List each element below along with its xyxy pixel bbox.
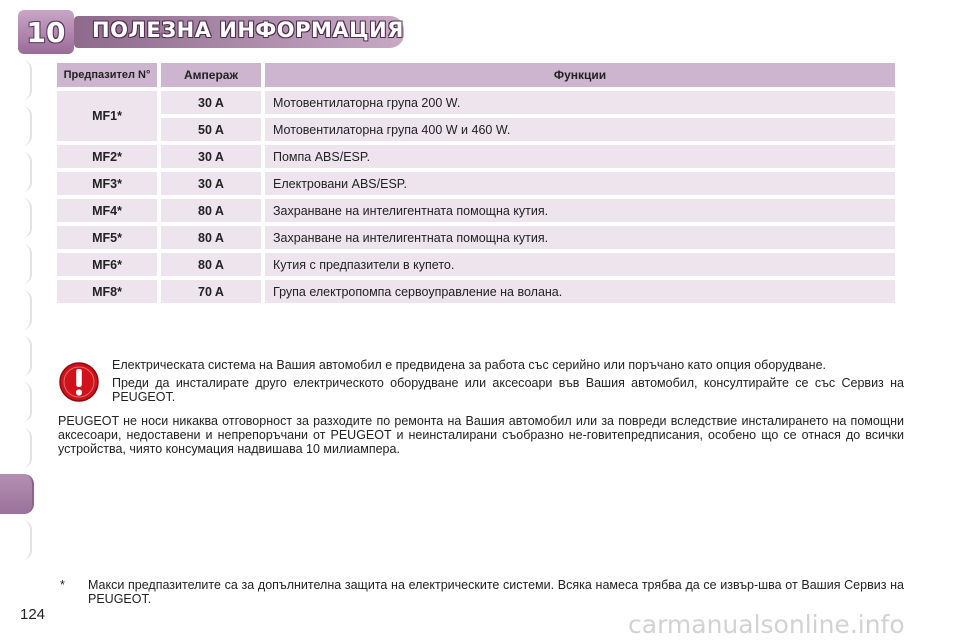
header-amperage: Ампераж — [161, 63, 261, 87]
function: Мотовентилаторна група 200 W. — [265, 91, 895, 114]
side-tab[interactable] — [6, 428, 32, 468]
side-tab[interactable] — [6, 106, 32, 146]
side-tab[interactable] — [6, 198, 32, 238]
table-row — [57, 253, 895, 276]
amperage: 30 A — [161, 91, 261, 114]
side-tab[interactable] — [6, 244, 32, 284]
amperage: 50 A — [161, 118, 261, 141]
function: Мотовентилаторна група 400 W и 460 W. — [265, 118, 895, 141]
chapter-side-tabs — [0, 60, 38, 580]
header-function: Функции — [265, 63, 895, 87]
fuse-id: MF6* — [57, 253, 157, 276]
fuse-table — [53, 59, 899, 307]
amperage: 80 A — [161, 199, 261, 222]
table-row — [57, 226, 895, 249]
fuse-id: MF1* — [57, 91, 157, 141]
side-tab[interactable] — [6, 336, 32, 376]
table-row — [57, 172, 895, 195]
function: Кутия с предпазители в купето. — [265, 253, 895, 276]
amperage: 80 A — [161, 226, 261, 249]
side-tab[interactable] — [6, 290, 32, 330]
notice-text — [112, 358, 904, 408]
function: Захранване на интелигентната помощна кутия. — [265, 226, 895, 249]
function: Електровани ABS/ESP. — [265, 172, 895, 195]
notice-paragraph: PEUGEOT не носи никаква отговорност за разходите по ремонта на Вашия автомобил или за повреди вследствие инсталирането на помощни аксесоари, недоставени и непрепоръчани от PEUGEOT и неинсталирани съобразно не-говитепредписания, особено що се отнася до всички устройства, чиято консумация надвишава 10 милиампера. — [58, 414, 904, 456]
page-title: ПОЛЕЗНА ИНФОРМАЦИЯ — [92, 18, 404, 42]
notice-paragraph: Електрическата система на Вашия автомобил е предвидена за работа със серийно или поръчано като опция оборудване. — [112, 358, 826, 372]
table-row — [57, 280, 895, 303]
warning-exclamation-icon — [58, 361, 100, 403]
notice-paragraph: Преди да инсталирате друго електрическото оборудване или аксесоари във Вашия автомобил, консултирайте се със Сервиз на PEUGEOT. — [112, 376, 904, 404]
amperage: 80 A — [161, 253, 261, 276]
fuse-id: MF3* — [57, 172, 157, 195]
table-row — [57, 118, 895, 141]
side-tab[interactable] — [6, 520, 32, 560]
amperage: 70 A — [161, 280, 261, 303]
footnote-marker: * — [60, 578, 65, 592]
side-tab[interactable] — [6, 60, 32, 100]
amperage: 30 A — [161, 145, 261, 168]
side-tab[interactable] — [6, 382, 32, 422]
fuse-id: MF4* — [57, 199, 157, 222]
fuse-id: MF2* — [57, 145, 157, 168]
side-tab-active[interactable] — [0, 474, 34, 514]
header-fuse: Предпазител N° — [57, 63, 157, 87]
fuse-id: MF5* — [57, 226, 157, 249]
fuse-id: MF8* — [57, 280, 157, 303]
table-row — [57, 91, 895, 114]
table-row — [57, 199, 895, 222]
table-row — [57, 145, 895, 168]
footnote-text: Макси предпазителите са за допълнителна защита на електрическите системи. Всяка намеса трябва да се извър-шва от Вашия Сервиз на PEUGEOT. — [88, 578, 904, 606]
side-tab[interactable] — [6, 152, 32, 192]
table-header-row — [57, 63, 895, 87]
function: Помпа ABS/ESP. — [265, 145, 895, 168]
footnote — [58, 578, 904, 606]
function: Захранване на интелигентната помощна кутия. — [265, 199, 895, 222]
watermark: carmanualsonline.info — [628, 610, 905, 639]
page-number: 124 — [20, 606, 46, 623]
amperage: 30 A — [161, 172, 261, 195]
chapter-badge: 10 — [18, 10, 74, 54]
function: Група електропомпа сервоуправление на волана. — [265, 280, 895, 303]
